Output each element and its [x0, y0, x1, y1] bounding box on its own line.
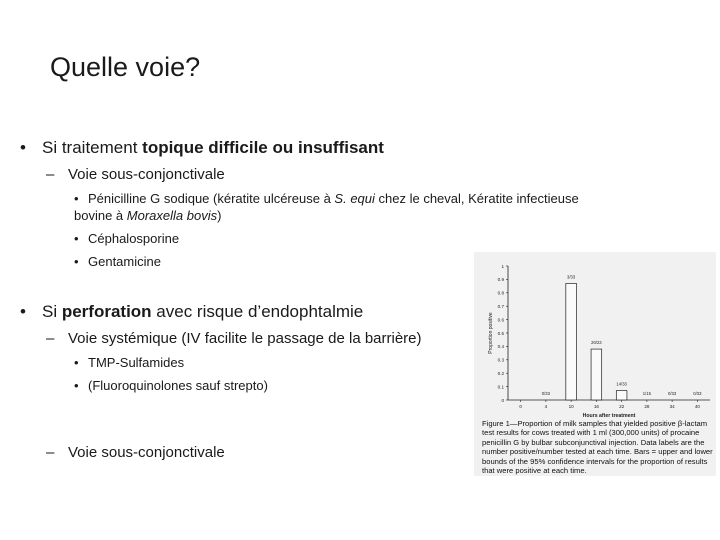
bar [591, 349, 602, 400]
dash-marker: – [46, 330, 55, 347]
bullet-text: (Fluoroquinolones sauf strepto) [88, 378, 268, 393]
bullet-cephalosporine [74, 230, 179, 247]
y-tick-label: 0.3 [497, 357, 504, 363]
x-tick-label: 0 [519, 404, 522, 409]
bullet-text-bold: topique difficile ou insuffisant [142, 138, 384, 157]
penicilline-italic-s-equi: S. equi [334, 191, 375, 206]
bullet-perforation [20, 302, 363, 322]
penicilline-italic-moraxella: Moraxella bovis [126, 208, 218, 223]
data-label: 20/23 [591, 340, 602, 346]
data-label: 0/33 [693, 391, 702, 396]
y-tick-label: 1 [501, 263, 504, 269]
bullet-dot: • [20, 302, 26, 321]
bullet-text: Gentamicine [88, 254, 161, 269]
bullet-dot: • [20, 138, 26, 157]
dash-marker: – [46, 444, 55, 461]
x-axis-label: Hours after treatment [582, 413, 636, 419]
penicilline-text-post: ) [217, 208, 222, 223]
x-tick-label: 10 [568, 404, 574, 409]
bar [616, 391, 627, 400]
bullet-dot: • [74, 254, 79, 269]
sub-item-text: Voie sous-conjonctivale [68, 444, 225, 461]
slide-title: Quelle voie? [50, 52, 201, 82]
sub-item-text: Voie systémique (IV facilite le passage de la barrière) [68, 330, 422, 347]
bullet-text-suffix: avec risque d’endophtalmie [151, 302, 364, 321]
bullet-dot: • [74, 191, 79, 206]
data-label: 14/33 [616, 381, 627, 387]
x-tick-label: 34 [669, 404, 675, 409]
bullet-dot: • [74, 355, 79, 370]
bullet-topique [20, 138, 384, 158]
bullet-text: Céphalosporine [88, 231, 180, 246]
bullet-fluoroquinolones [74, 377, 268, 394]
data-label: 3/33 [567, 274, 576, 280]
y-tick-label: 0 [501, 397, 504, 403]
penicilline-text-pre: Pénicilline G sodique (kératite ulcéreuse à [88, 191, 335, 206]
sub-item-voie-sous-conj-2 [46, 444, 225, 461]
data-label: 0/33 [541, 391, 550, 396]
bullet-text-prefix: Si [42, 302, 62, 321]
y-tick-label: 0.4 [497, 344, 504, 350]
y-tick-label: 0.5 [497, 330, 504, 336]
x-tick-label: 28 [644, 404, 650, 409]
x-tick-label: 40 [694, 404, 700, 409]
bullet-penicilline [74, 190, 614, 224]
figure-caption: Figure 1—Proportion of milk samples that yielded positive β-lactam test results for cows treated with 1 ml (300,000 units) of procaine penicillin G by bulbar subconjunctival injection. Data labels are the number positive/number tested at each time. Bars = upper and lower bounds of the 95% confidence intervals for the proportion of results that were positive at each time. [482, 419, 713, 476]
y-axis-label: Proportion positive [488, 312, 494, 354]
bullet-dot: • [74, 231, 79, 246]
sub-item-text: Voie sous-conjonctivale [68, 166, 225, 183]
bullet-gentamicine [74, 253, 161, 270]
data-label: 1/15 [642, 391, 651, 396]
x-tick-label: 4 [544, 404, 548, 409]
dash-marker: – [46, 166, 55, 183]
x-tick-label: 22 [619, 404, 625, 409]
y-tick-label: 0.7 [497, 304, 504, 309]
y-tick-label: 0.8 [497, 290, 504, 296]
bullet-dot: • [74, 378, 79, 393]
bullet-text-prefix: Si traitement [42, 138, 143, 157]
bullet-text-bold: perforation [61, 302, 152, 321]
sub-item-voie-sous-conj-1 [46, 166, 225, 183]
y-tick-label: 0.9 [497, 277, 504, 283]
y-tick-label: 0.2 [497, 371, 504, 376]
y-tick-label: 0.1 [497, 384, 504, 390]
bullet-text: TMP-Sulfamides [88, 355, 185, 370]
data-label: 0/33 [668, 391, 677, 396]
figure-chart [474, 252, 716, 420]
penicilline-text-mid: chez le cheval, Kératite infectieuse bovine à [74, 191, 579, 223]
y-tick-label: 0.6 [497, 317, 504, 323]
sub-item-voie-systemique [46, 330, 422, 347]
x-tick-label: 16 [593, 404, 599, 409]
bullet-tmp-sulfamides [74, 354, 184, 371]
bar [566, 283, 577, 400]
